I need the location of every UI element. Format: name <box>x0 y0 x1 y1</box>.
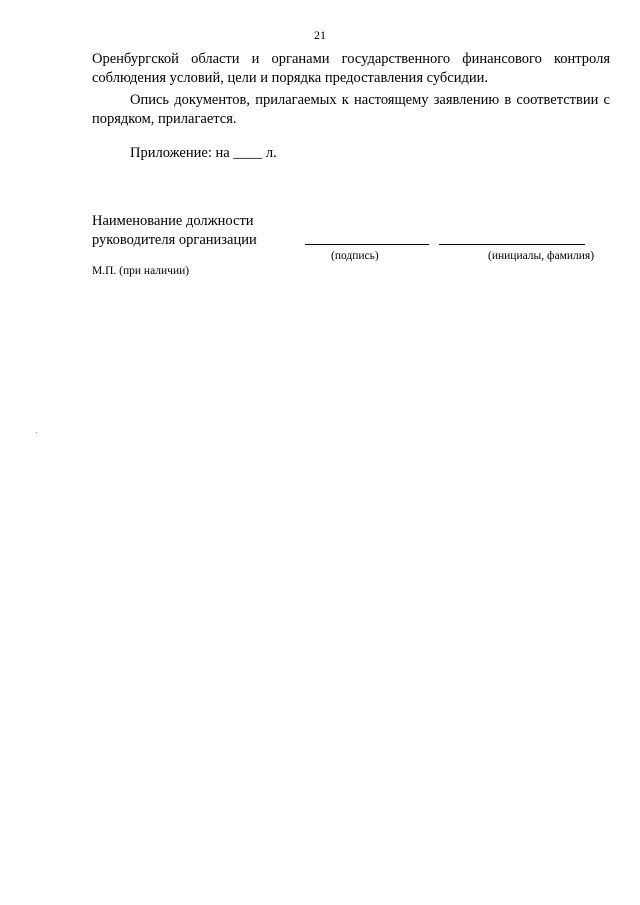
name-line <box>439 244 585 245</box>
scan-speck <box>36 432 37 433</box>
page-number: 21 <box>314 28 326 42</box>
attachment-line: Приложение: на ____ л. <box>130 145 277 161</box>
position-title <box>92 212 257 250</box>
signature-caption: (подпись) <box>331 250 379 262</box>
paragraph-control: Оренбургской области и органами государственного финансового контроля соблюдения условий, цели и порядка предоставления субсидии. <box>92 51 610 86</box>
name-caption: (инициалы, фамилия) <box>488 250 595 262</box>
stamp-note: М.П. (при наличии) <box>92 265 190 277</box>
signature-line <box>305 244 429 245</box>
position-title-line-1: Наименование должности <box>92 213 254 229</box>
position-title-line-2: руководителя организации <box>92 232 257 248</box>
paragraph-inventory: Опись документов, прилагаемых к настоящему заявлению в соответствии с порядком, прилагается. <box>92 92 610 127</box>
